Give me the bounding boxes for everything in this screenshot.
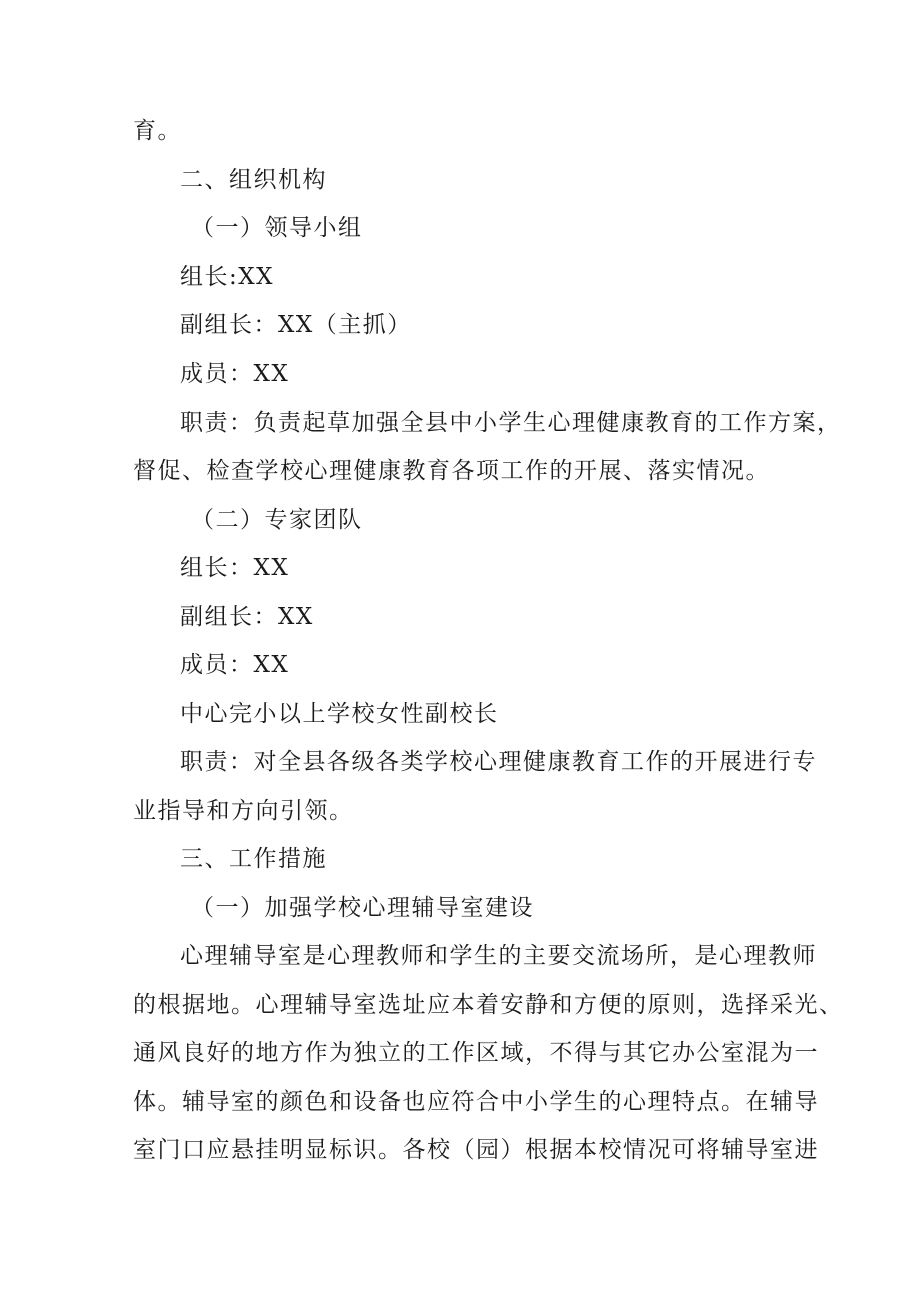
expert-duties-line-1: 职责：对全县各级各类学校心理健康教育工作的开展进行专 — [180, 749, 817, 775]
section-heading-measures: 三、工作措施 — [180, 846, 327, 872]
expert-deputy-leader-line: 副组长：XX — [180, 604, 314, 630]
expert-members-detail-line: 中心完小以上学校女性副校长 — [180, 701, 499, 727]
expert-members-line: 成员：XX — [180, 652, 290, 678]
deputy-leader-line: 副组长：XX（主抓） — [180, 312, 412, 338]
paragraph-continuation: 育。 — [133, 118, 182, 144]
expert-leader-line: 组长：XX — [180, 555, 290, 581]
duties-paragraph-line-2: 督促、检查学校心理健康教育各项工作的开展、落实情况。 — [133, 458, 770, 484]
members-line: 成员：XX — [180, 361, 290, 387]
section-heading-organization: 二、组织机构 — [180, 167, 327, 193]
duties-paragraph-line-1: 职责：负责起草加强全县中小学生心理健康教育的工作方案， — [180, 410, 842, 436]
subsection-heading-counseling-room: （一）加强学校心理辅导室建设 — [191, 895, 534, 921]
leader-line: 组长:XX — [180, 264, 274, 290]
subsection-heading-leadership-group: （一）领导小组 — [191, 215, 363, 241]
counseling-paragraph-line-4: 体。辅导室的颜色和设备也应符合中小学生的心理特点。在辅导 — [133, 1089, 819, 1115]
counseling-paragraph-line-2: 的根据地。心理辅导室选址应本着安静和方便的原则，选择采光、 — [133, 992, 844, 1018]
counseling-paragraph-line-5: 室门口应悬挂明显标识。各校（园）根据本校情况可将辅导室进 — [133, 1137, 819, 1163]
counseling-paragraph-line-3: 通风良好的地方作为独立的工作区域，不得与其它办公室混为一 — [133, 1040, 819, 1066]
expert-duties-line-2: 业指导和方向引领。 — [133, 798, 354, 824]
counseling-paragraph-line-1: 心理辅导室是心理教师和学生的主要交流场所，是心理教师 — [180, 943, 817, 969]
subsection-heading-expert-team: （二）专家团队 — [191, 507, 363, 533]
